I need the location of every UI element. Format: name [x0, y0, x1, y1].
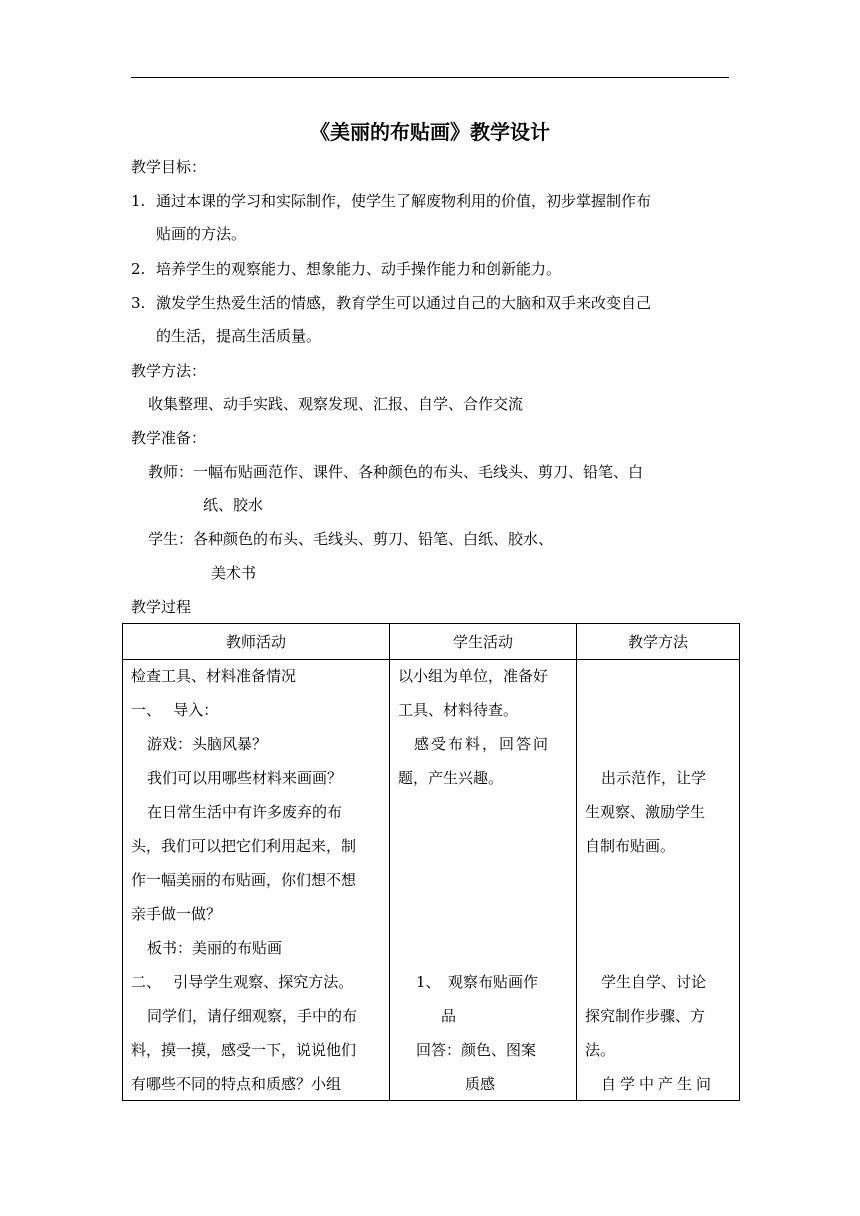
teacher-line: 同学们，请仔细观察，手中的布	[147, 1007, 358, 1025]
student-line: 以小组为单位，准备好	[398, 667, 549, 685]
method-line: 探究制作步骤、方	[585, 1007, 706, 1025]
methods-text: 收集整理、动手实践、观察发现、汇报、自学、合作交流	[148, 395, 524, 413]
teacher-line: 我们可以用哪些材料来画画？	[147, 769, 343, 787]
teacher-line: 有哪些不同的特点和质感？小组	[131, 1075, 342, 1093]
objectives-heading: 教学目标：	[131, 158, 207, 176]
teacher-line: 检查工具、材料准备情况	[131, 667, 297, 685]
objective-3-number: 3.	[131, 294, 146, 312]
teacher-line: 亲手做一做？	[131, 905, 222, 923]
process-table	[122, 623, 740, 1101]
student-line: 回答：颜色、图案	[416, 1041, 537, 1059]
student-line: 题，产生兴趣。	[398, 769, 504, 787]
method-line: 自学中产生问	[601, 1075, 716, 1093]
student-line: 1、 观察布贴画作	[416, 973, 539, 991]
prep-heading: 教学准备：	[131, 429, 207, 447]
student-line: 品	[441, 1007, 457, 1025]
teacher-line: 游戏：头脑风暴？	[147, 735, 268, 753]
objective-2-number: 2.	[131, 260, 146, 278]
prep-student-line2: 美术书	[211, 564, 257, 582]
method-line: 生观察、激励学生	[585, 803, 706, 821]
objective-2-line1: 培养学生的观察能力、想象能力、动手操作能力和创新能力。	[156, 260, 562, 278]
student-line: 工具、材料待查。	[398, 701, 519, 719]
objective-1-line2: 贴画的方法。	[156, 225, 247, 243]
student-activity-cell	[390, 660, 577, 1101]
prep-teacher-line1: 教师：一幅布贴画范作、课件、各种颜色的布头、毛线头、剪刀、铅笔、白	[148, 463, 644, 481]
teacher-line: 头，我们可以把它们利用起来，制	[131, 837, 357, 855]
page-title: 《美丽的布贴画》教学设计	[310, 120, 550, 144]
methods-heading: 教学方法：	[131, 362, 207, 380]
prep-teacher-line2: 纸、胶水	[203, 496, 264, 514]
method-line: 自制布贴画。	[585, 837, 676, 855]
teacher-activity-cell	[123, 660, 390, 1101]
header-student-activity: 学生活动	[390, 624, 577, 660]
teacher-line: 在日常生活中有许多废弃的布	[147, 803, 343, 821]
objective-3-line1: 激发学生热爱生活的情感，教育学生可以通过自己的大脑和双手来改变自己	[156, 294, 652, 312]
header-teacher-activity: 教师活动	[123, 624, 390, 660]
prep-student-line1: 学生：各种颜色的布头、毛线头、剪刀、铅笔、白纸、胶水、	[148, 530, 554, 548]
teacher-line: 料，摸一摸，感受一下，说说他们	[131, 1041, 357, 1059]
teaching-method-cell	[577, 660, 740, 1101]
objective-1-number: 1.	[131, 192, 146, 210]
process-heading: 教学过程	[131, 598, 192, 616]
teacher-line: 二、 引导学生观察、探究方法。	[131, 973, 354, 991]
method-line: 学生自学、讨论	[601, 973, 707, 991]
method-line: 法。	[585, 1041, 616, 1059]
teacher-line: 作一幅美丽的布贴画，你们想不想	[131, 871, 357, 889]
objective-1-line1: 通过本课的学习和实际制作，使学生了解废物利用的价值，初步掌握制作布	[156, 192, 652, 210]
teacher-line: 一、 导入：	[131, 701, 219, 719]
table-header-row	[123, 624, 740, 660]
teacher-line: 板书：美丽的布贴画	[147, 939, 283, 957]
student-line: 质感	[465, 1075, 496, 1093]
header-teaching-method: 教学方法	[577, 624, 740, 660]
header-rule	[131, 77, 729, 78]
objective-3-line2: 的生活，提高生活质量。	[156, 327, 322, 345]
student-line: 感受布料，回答问	[414, 735, 551, 753]
method-line: 出示范作，让学	[601, 769, 707, 787]
table-row	[123, 660, 740, 1101]
